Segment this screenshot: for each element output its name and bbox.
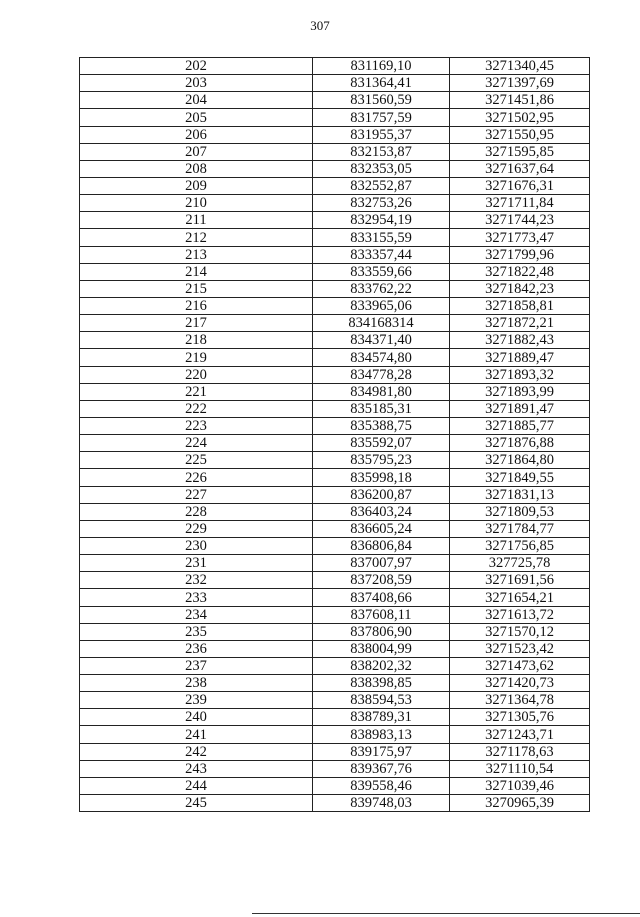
table-row bbox=[80, 537, 590, 554]
table-row bbox=[80, 366, 590, 383]
y-coordinate-cell: 3271882,43 bbox=[450, 332, 590, 349]
y-coordinate-cell: 3271711,84 bbox=[450, 195, 590, 212]
x-coordinate-cell: 834778,28 bbox=[313, 366, 450, 383]
table-row bbox=[80, 452, 590, 469]
table-row bbox=[80, 92, 590, 109]
y-coordinate-cell: 3271864,80 bbox=[450, 452, 590, 469]
table-row bbox=[80, 435, 590, 452]
y-coordinate-cell: 3271691,56 bbox=[450, 572, 590, 589]
table-row bbox=[80, 229, 590, 246]
point-number-cell: 207 bbox=[80, 143, 313, 160]
y-coordinate-cell: 3271842,23 bbox=[450, 280, 590, 297]
y-coordinate-cell: 3271550,95 bbox=[450, 126, 590, 143]
y-coordinate-cell: 3271676,31 bbox=[450, 177, 590, 194]
y-coordinate-cell: 3271822,48 bbox=[450, 263, 590, 280]
table-row bbox=[80, 777, 590, 794]
table-row bbox=[80, 640, 590, 657]
x-coordinate-cell: 831757,59 bbox=[313, 109, 450, 126]
point-number-cell: 202 bbox=[80, 58, 313, 75]
x-coordinate-cell: 837007,97 bbox=[313, 555, 450, 572]
x-coordinate-cell: 836605,24 bbox=[313, 520, 450, 537]
x-coordinate-cell: 832353,05 bbox=[313, 160, 450, 177]
point-number-cell: 221 bbox=[80, 383, 313, 400]
x-coordinate-cell: 834371,40 bbox=[313, 332, 450, 349]
y-coordinate-cell: 3271893,32 bbox=[450, 366, 590, 383]
point-number-cell: 218 bbox=[80, 332, 313, 349]
point-number-cell: 244 bbox=[80, 777, 313, 794]
table-row bbox=[80, 263, 590, 280]
y-coordinate-cell: 3271893,99 bbox=[450, 383, 590, 400]
x-coordinate-cell: 837408,66 bbox=[313, 589, 450, 606]
table-row bbox=[80, 469, 590, 486]
x-coordinate-cell: 834981,80 bbox=[313, 383, 450, 400]
y-coordinate-cell: 3271523,42 bbox=[450, 640, 590, 657]
table-row bbox=[80, 143, 590, 160]
point-number-cell: 229 bbox=[80, 520, 313, 537]
point-number-cell: 236 bbox=[80, 640, 313, 657]
table-row bbox=[80, 246, 590, 263]
point-number-cell: 216 bbox=[80, 297, 313, 314]
y-coordinate-cell: 3271756,85 bbox=[450, 537, 590, 554]
x-coordinate-cell: 831364,41 bbox=[313, 75, 450, 92]
point-number-cell: 238 bbox=[80, 675, 313, 692]
point-number-cell: 217 bbox=[80, 315, 313, 332]
table-row bbox=[80, 280, 590, 297]
x-coordinate-cell: 838398,85 bbox=[313, 675, 450, 692]
point-number-cell: 231 bbox=[80, 555, 313, 572]
y-coordinate-cell: 3271178,63 bbox=[450, 743, 590, 760]
x-coordinate-cell: 837806,90 bbox=[313, 623, 450, 640]
y-coordinate-cell: 3271451,86 bbox=[450, 92, 590, 109]
table-row bbox=[80, 726, 590, 743]
table-row bbox=[80, 606, 590, 623]
coordinates-table-body bbox=[80, 58, 590, 812]
x-coordinate-cell: 831169,10 bbox=[313, 58, 450, 75]
x-coordinate-cell: 839175,97 bbox=[313, 743, 450, 760]
table-row bbox=[80, 177, 590, 194]
point-number-cell: 239 bbox=[80, 692, 313, 709]
y-coordinate-cell: 3271397,69 bbox=[450, 75, 590, 92]
x-coordinate-cell: 835592,07 bbox=[313, 435, 450, 452]
page-number: 307 bbox=[310, 18, 330, 33]
point-number-cell: 205 bbox=[80, 109, 313, 126]
point-number-cell: 237 bbox=[80, 657, 313, 674]
point-number-cell: 243 bbox=[80, 760, 313, 777]
table-row bbox=[80, 349, 590, 366]
x-coordinate-cell: 834574,80 bbox=[313, 349, 450, 366]
point-number-cell: 245 bbox=[80, 795, 313, 812]
point-number-cell: 206 bbox=[80, 126, 313, 143]
y-coordinate-cell: 3271654,21 bbox=[450, 589, 590, 606]
x-coordinate-cell: 837208,59 bbox=[313, 572, 450, 589]
point-number-cell: 230 bbox=[80, 537, 313, 554]
y-coordinate-cell: 3271784,77 bbox=[450, 520, 590, 537]
y-coordinate-cell: 3271809,53 bbox=[450, 503, 590, 520]
table-row bbox=[80, 503, 590, 520]
y-coordinate-cell: 3271858,81 bbox=[450, 297, 590, 314]
y-coordinate-cell: 3271364,78 bbox=[450, 692, 590, 709]
x-coordinate-cell: 835795,23 bbox=[313, 452, 450, 469]
table-row bbox=[80, 109, 590, 126]
table-row bbox=[80, 555, 590, 572]
x-coordinate-cell: 832954,19 bbox=[313, 212, 450, 229]
x-coordinate-cell: 835185,31 bbox=[313, 400, 450, 417]
table-row bbox=[80, 520, 590, 537]
y-coordinate-cell: 3271110,54 bbox=[450, 760, 590, 777]
y-coordinate-cell: 3271876,88 bbox=[450, 435, 590, 452]
point-number-cell: 233 bbox=[80, 589, 313, 606]
point-number-cell: 222 bbox=[80, 400, 313, 417]
table-row bbox=[80, 332, 590, 349]
x-coordinate-cell: 836403,24 bbox=[313, 503, 450, 520]
x-coordinate-cell: 833357,44 bbox=[313, 246, 450, 263]
point-number-cell: 240 bbox=[80, 709, 313, 726]
table-row bbox=[80, 58, 590, 75]
x-coordinate-cell: 832753,26 bbox=[313, 195, 450, 212]
point-number-cell: 223 bbox=[80, 417, 313, 434]
point-number-cell: 235 bbox=[80, 623, 313, 640]
table-row bbox=[80, 795, 590, 812]
y-coordinate-cell: 3271889,47 bbox=[450, 349, 590, 366]
point-number-cell: 219 bbox=[80, 349, 313, 366]
table-row bbox=[80, 743, 590, 760]
point-number-cell: 228 bbox=[80, 503, 313, 520]
y-coordinate-cell: 3271885,77 bbox=[450, 417, 590, 434]
point-number-cell: 209 bbox=[80, 177, 313, 194]
y-coordinate-cell: 327725,78 bbox=[450, 555, 590, 572]
y-coordinate-cell: 3270965,39 bbox=[450, 795, 590, 812]
x-coordinate-cell: 836806,84 bbox=[313, 537, 450, 554]
table-row bbox=[80, 297, 590, 314]
table-row bbox=[80, 709, 590, 726]
table-row bbox=[80, 623, 590, 640]
y-coordinate-cell: 3271613,72 bbox=[450, 606, 590, 623]
table-row bbox=[80, 315, 590, 332]
table-row bbox=[80, 160, 590, 177]
table-row bbox=[80, 760, 590, 777]
point-number-cell: 210 bbox=[80, 195, 313, 212]
y-coordinate-cell: 3271420,73 bbox=[450, 675, 590, 692]
x-coordinate-cell: 835998,18 bbox=[313, 469, 450, 486]
y-coordinate-cell: 3271744,23 bbox=[450, 212, 590, 229]
point-number-cell: 220 bbox=[80, 366, 313, 383]
table-row bbox=[80, 589, 590, 606]
point-number-cell: 241 bbox=[80, 726, 313, 743]
point-number-cell: 214 bbox=[80, 263, 313, 280]
y-coordinate-cell: 3271773,47 bbox=[450, 229, 590, 246]
y-coordinate-cell: 3271502,95 bbox=[450, 109, 590, 126]
table-row bbox=[80, 212, 590, 229]
x-coordinate-cell: 834168314 bbox=[313, 315, 450, 332]
table-row bbox=[80, 126, 590, 143]
table-row bbox=[80, 75, 590, 92]
point-number-cell: 208 bbox=[80, 160, 313, 177]
point-number-cell: 212 bbox=[80, 229, 313, 246]
point-number-cell: 224 bbox=[80, 435, 313, 452]
x-coordinate-cell: 832552,87 bbox=[313, 177, 450, 194]
x-coordinate-cell: 836200,87 bbox=[313, 486, 450, 503]
point-number-cell: 234 bbox=[80, 606, 313, 623]
y-coordinate-cell: 3271637,64 bbox=[450, 160, 590, 177]
table-row bbox=[80, 692, 590, 709]
x-coordinate-cell: 837608,11 bbox=[313, 606, 450, 623]
y-coordinate-cell: 3271595,85 bbox=[450, 143, 590, 160]
footer-rule bbox=[252, 913, 640, 914]
x-coordinate-cell: 833155,59 bbox=[313, 229, 450, 246]
x-coordinate-cell: 832153,87 bbox=[313, 143, 450, 160]
point-number-cell: 242 bbox=[80, 743, 313, 760]
x-coordinate-cell: 839558,46 bbox=[313, 777, 450, 794]
x-coordinate-cell: 839748,03 bbox=[313, 795, 450, 812]
point-number-cell: 226 bbox=[80, 469, 313, 486]
point-number-cell: 225 bbox=[80, 452, 313, 469]
y-coordinate-cell: 3271305,76 bbox=[450, 709, 590, 726]
point-number-cell: 227 bbox=[80, 486, 313, 503]
table-row bbox=[80, 657, 590, 674]
x-coordinate-cell: 831560,59 bbox=[313, 92, 450, 109]
y-coordinate-cell: 3271039,46 bbox=[450, 777, 590, 794]
y-coordinate-cell: 3271340,45 bbox=[450, 58, 590, 75]
y-coordinate-cell: 3271872,21 bbox=[450, 315, 590, 332]
y-coordinate-cell: 3271799,96 bbox=[450, 246, 590, 263]
point-number-cell: 232 bbox=[80, 572, 313, 589]
table-row bbox=[80, 486, 590, 503]
coordinates-table bbox=[79, 57, 590, 812]
x-coordinate-cell: 838983,13 bbox=[313, 726, 450, 743]
table-row bbox=[80, 417, 590, 434]
y-coordinate-cell: 3271473,62 bbox=[450, 657, 590, 674]
x-coordinate-cell: 838202,32 bbox=[313, 657, 450, 674]
point-number-cell: 215 bbox=[80, 280, 313, 297]
x-coordinate-cell: 835388,75 bbox=[313, 417, 450, 434]
point-number-cell: 204 bbox=[80, 92, 313, 109]
table-row bbox=[80, 400, 590, 417]
x-coordinate-cell: 833559,66 bbox=[313, 263, 450, 280]
x-coordinate-cell: 831955,37 bbox=[313, 126, 450, 143]
table-row bbox=[80, 675, 590, 692]
point-number-cell: 213 bbox=[80, 246, 313, 263]
y-coordinate-cell: 3271849,55 bbox=[450, 469, 590, 486]
y-coordinate-cell: 3271831,13 bbox=[450, 486, 590, 503]
point-number-cell: 211 bbox=[80, 212, 313, 229]
x-coordinate-cell: 839367,76 bbox=[313, 760, 450, 777]
x-coordinate-cell: 838004,99 bbox=[313, 640, 450, 657]
y-coordinate-cell: 3271570,12 bbox=[450, 623, 590, 640]
table-row bbox=[80, 383, 590, 400]
table-row bbox=[80, 195, 590, 212]
y-coordinate-cell: 3271891,47 bbox=[450, 400, 590, 417]
x-coordinate-cell: 833762,22 bbox=[313, 280, 450, 297]
y-coordinate-cell: 3271243,71 bbox=[450, 726, 590, 743]
x-coordinate-cell: 838594,53 bbox=[313, 692, 450, 709]
x-coordinate-cell: 833965,06 bbox=[313, 297, 450, 314]
table-row bbox=[80, 572, 590, 589]
point-number-cell: 203 bbox=[80, 75, 313, 92]
x-coordinate-cell: 838789,31 bbox=[313, 709, 450, 726]
